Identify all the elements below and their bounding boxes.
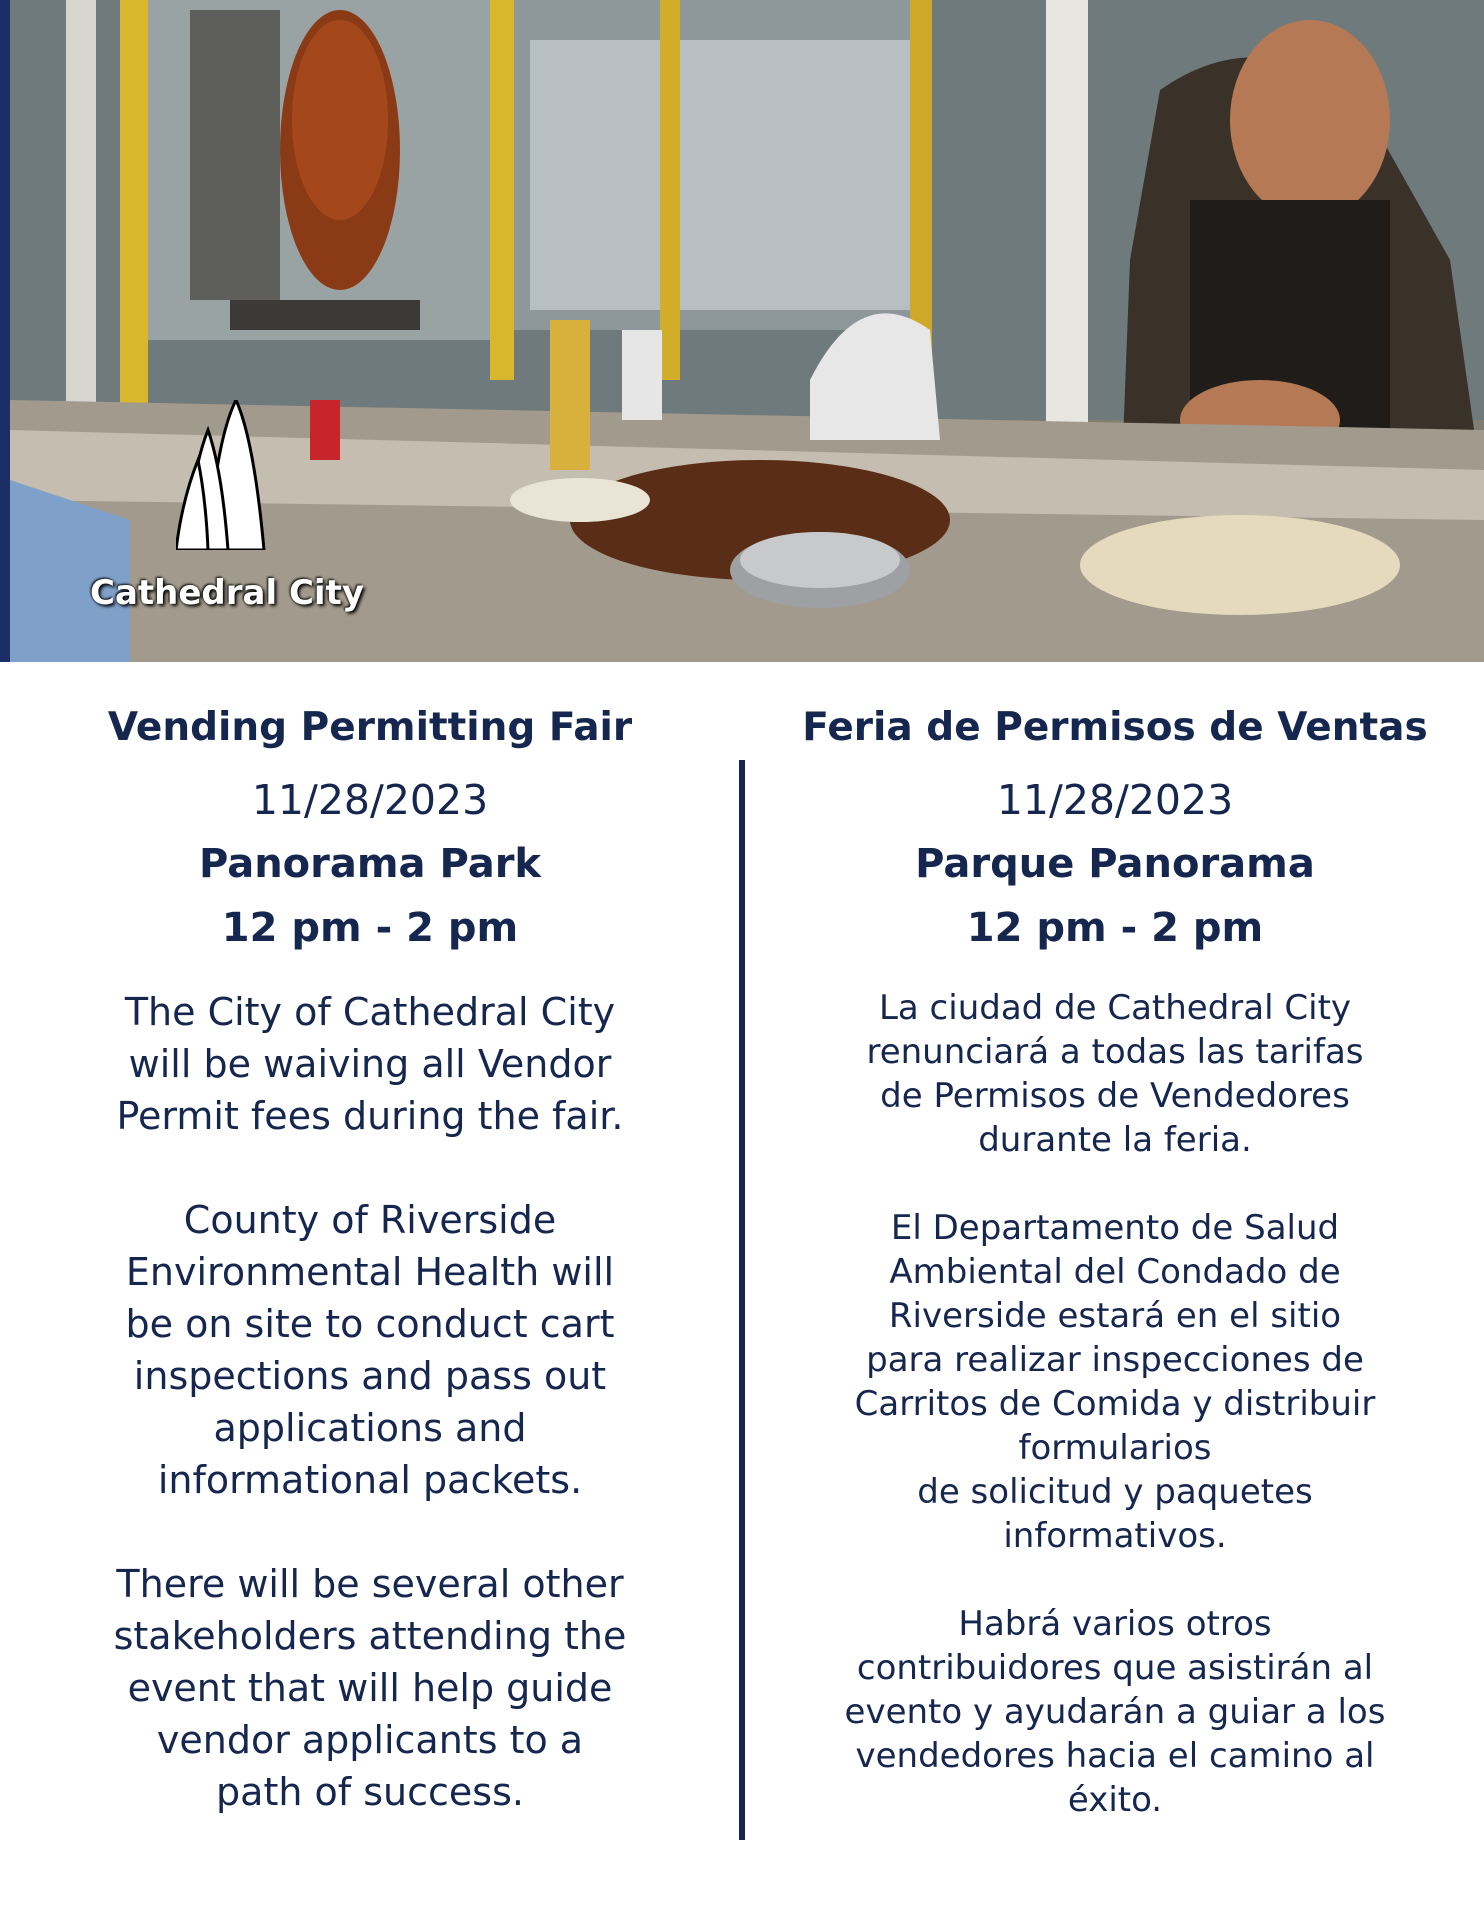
english-paragraph-health: County of Riverside Environmental Health will be on site to conduct cart inspections and pass out applications and informational packets. xyxy=(125,1198,615,1502)
cathedral-city-logo xyxy=(80,395,410,625)
spanish-paragraph-health: El Departamento de Salud Ambiental del Condado de Riverside estará en el sitio para realizar inspecciones de Carritos de Comida y distribuir formularios de solicitud y paquetes informativos. xyxy=(854,1208,1376,1556)
cathedral-spires-icon xyxy=(176,400,296,550)
spanish-paragraph-stakeholders: Habrá varios otros contribuidores que asistirán al evento y ayudarán a guiar a los vendedores hacia el camino al éxito. xyxy=(844,1604,1386,1820)
english-title: Vending Permitting Fair xyxy=(107,705,633,750)
spanish-date: 11/28/2023 xyxy=(996,776,1234,824)
english-paragraph-stakeholders: There will be several other stakeholders attending the event that will help guide vendor applicants to a path of success. xyxy=(113,1562,627,1814)
english-time: 12 pm - 2 pm xyxy=(221,905,519,951)
spanish-time: 12 pm - 2 pm xyxy=(966,905,1264,951)
spanish-title: Feria de Permisos de Ventas xyxy=(802,705,1428,750)
english-location: Panorama Park xyxy=(198,841,542,887)
english-paragraph-fees: The City of Cathedral City will be waiving all Vendor Permit fees during the fair. xyxy=(116,990,624,1138)
spanish-column xyxy=(770,700,1460,1866)
column-divider xyxy=(739,760,745,1840)
spanish-location: Parque Panorama xyxy=(915,841,1315,887)
left-accent-stripe xyxy=(0,0,10,662)
logo-text: Cathedral City xyxy=(90,573,364,613)
english-column xyxy=(40,700,700,1870)
hero-photo-taco-stand xyxy=(10,0,1484,662)
english-date: 11/28/2023 xyxy=(251,776,489,824)
spanish-paragraph-fees: La ciudad de Cathedral City renunciará a todas las tarifas de Permisos de Vendedores durante la feria. xyxy=(866,988,1364,1160)
